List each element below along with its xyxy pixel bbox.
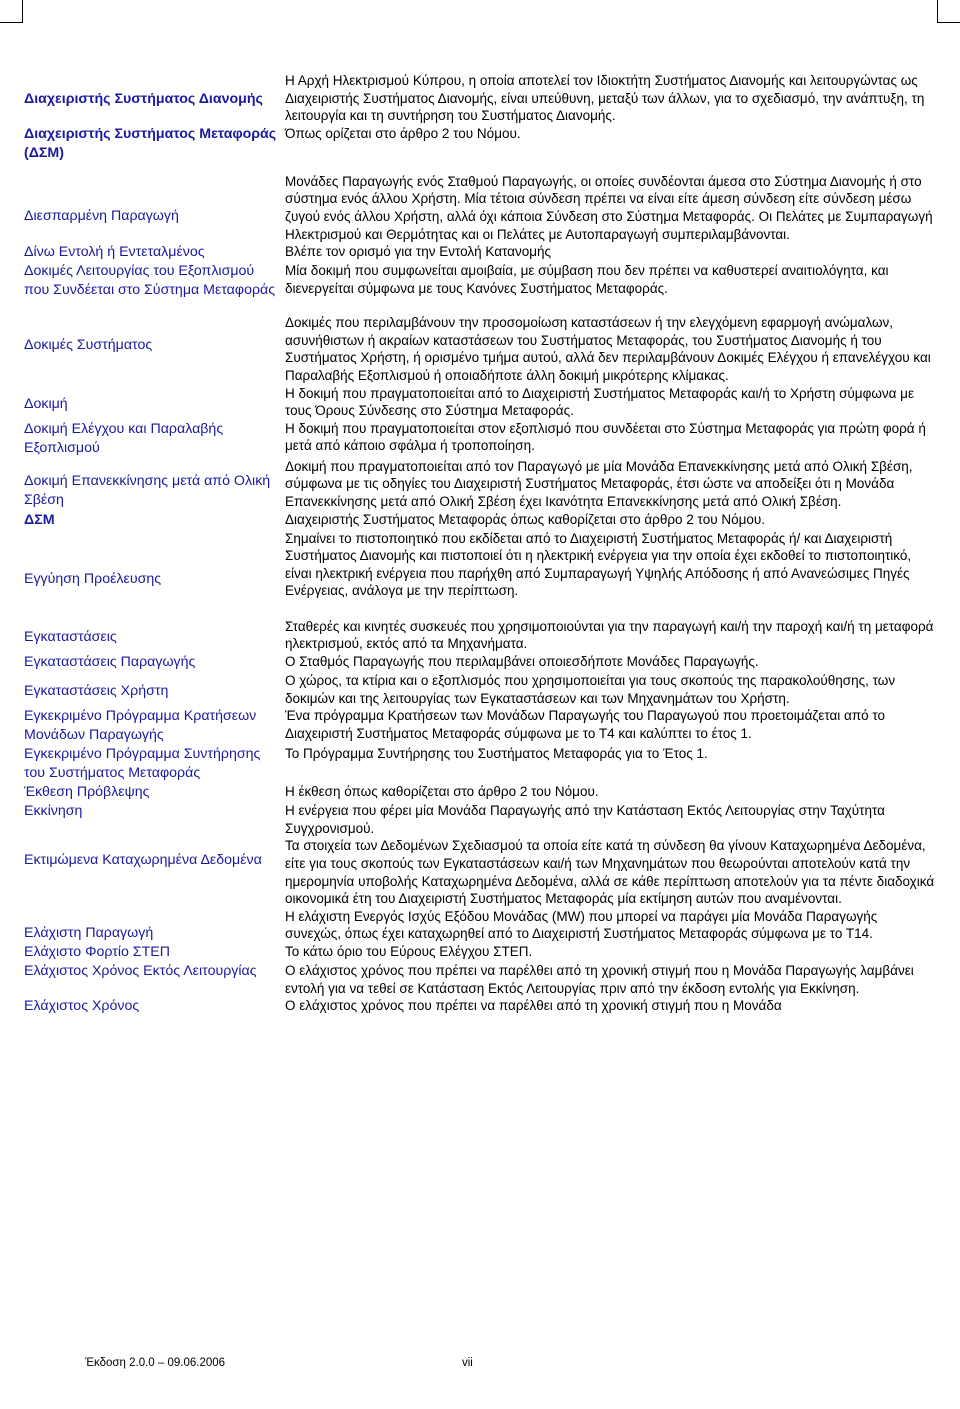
table-row [20, 653, 938, 672]
term-cell: Δοκιμές Λειτουργίας του Εξοπλισμού που Συνδέεται στο Σύστημα Μεταφοράς [24, 263, 276, 299]
table-row [20, 908, 938, 943]
term-cell: Διαχειριστής Συστήματος Διανομής [24, 91, 263, 107]
definition-cell: Ο ελάχιστος χρόνος που πρέπει να παρέλθει από τη χρονική στιγμή που η Μονάδα Παραγωγής λαμβάνει εντολή για να τεθεί σε Κατάσταση Εκτός Λειτουργίας πριν από την έκδοση εντολής για Εκκίνηση. [285, 963, 914, 996]
term-cell: Δοκιμή Ελέγχου και Παραλαβής Εξοπλισμού [24, 420, 224, 456]
term-cell: Δοκιμή Επανεκκίνησης μετά από Ολική Σβέση [24, 472, 271, 508]
definition-cell: Η ελάχιστη Ενεργός Ισχύς Εξόδου Μονάδας (MW) που μπορεί να παράγει μία Μονάδα Παραγωγής συνεχώς, όπως έχει καταχωρηθεί από το Διαχειριστή Συστήματος Μεταφοράς σύμφωνα με το Τ14. [285, 908, 878, 942]
table-row [20, 300, 938, 384]
definition-cell: Η δοκιμή που πραγματοποιείται στον εξοπλισμό που συνδέεται στο Σύστημα Μεταφοράς για πρώτη φορά ή μετά από κάποιο σφάλμα ή τροποποίηση. [285, 420, 926, 454]
definition-cell: Σταθερές και κινητές συσκευές που χρησιμοποιούνται για την παραγωγή και/ή την παροχή και/ή τη μεταφορά ηλεκτρισμού, εκτός από τα Μηχανήματα. [285, 618, 934, 652]
definition-cell: Δοκιμές που περιλαμβάνουν την προσομοίωση καταστάσεων ή την ελεγχόμενη εφαρμογή ανώμαλων, ασυνήθιστων ή ακραίων καταστάσεων του Συστήματος Μεταφοράς, του Συστήματος Διανομής ή του Συστήματος Χρήστη, ή ορισμένο τμήμα αυτού, αλλά δεν περιλαμβάνουν Δοκιμές Ελέγχου ή επανελέγχου και Παραλαβής Εξοπλισμού ή οποιαδήποτε άλλη δοκιμή μικρότερης κλίμακας. [285, 315, 931, 383]
crop-mark-top-right [937, 0, 960, 23]
term-cell: ΔΣΜ [24, 511, 55, 528]
definitions-table [20, 72, 938, 1016]
term-cell: Εγκαταστάσεις Χρήστη [24, 683, 169, 700]
definition-cell: Σημαίνει το πιστοποιητικό που εκδίδεται από το Διαχειριστή Συστήματος Μεταφοράς ή/ και Διαχειριστή Συστήματος Διανομής και πιστοποιεί ότι η ηλεκτρική ενέργεια για την οποία έχει εκδοθεί το πιστοποιητικό, είναι ηλεκτρική ενέργεια που παρήχθη από Συμπαραγωγή Υψηλής Απόδοσης ή από Ανανεώσιμες Πηγές Ενέργειας, ανάλογα με την περίπτωση. [285, 530, 912, 599]
table-row [20, 707, 938, 745]
definition-cell: Ο χώρος, τα κτίρια και ο εξοπλισμός που χρησιμοποιείται για τους σκοπούς της παρακολούθησης, των δοκιμών και της λειτουργίας των Εγκαταστάσεων και των Μηχανημάτων του Χρήστη. [285, 673, 896, 706]
term-cell: Ελάχιστο Φορτίο ΣΤΕΠ [24, 944, 170, 960]
term-cell: Ελάχιστος Χρόνος [24, 998, 140, 1015]
term-cell: Διεσπαρμένη Παραγωγή [24, 207, 179, 224]
table-row [20, 783, 938, 802]
term-cell: Δίνω Εντολή ή Εντεταλμένος [24, 244, 205, 261]
term-cell: Διαχειριστής Συστήματος Μεταφοράς (ΔΣΜ) [24, 125, 277, 161]
table-row [20, 262, 938, 300]
table-row [20, 385, 938, 420]
definition-cell: Ο Σταθμός Παραγωγής που περιλαμβάνει οποιεσδήποτε Μονάδες Παραγωγής. [285, 654, 759, 670]
definition-cell: Τα στοιχεία των Δεδομένων Σχεδιασμού τα οποία είτε κατά τη σύνδεση θα γίνουν Καταχωρημένα Δεδομένα, είτε για τους σκοπούς των Εγκαταστάσεων και/ή των Μηχανημάτων που θεωρούνται αποτελούν κατά την ημερομηνία υποβολής Καταχωρημένα Δεδομένα, αλλά σε κάθε περίπτωση αποτελούν για τα πέντε διαδοχικά οικονομικά έτη του Διαχειριστή Συστήματος Μεταφοράς μία εκτίμηση αυτών που αναμένονται. [285, 838, 935, 907]
table-row [20, 530, 938, 618]
definition-cell: Η έκθεση όπως καθορίζεται στο άρθρο 2 του Νόμου. [285, 784, 599, 800]
term-cell: Εγκαταστάσεις [24, 628, 117, 645]
term-cell: Εγκεκριμένο Πρόγραμμα Συντήρησης του Συστήματος Μεταφοράς [24, 746, 261, 782]
definition-cell: Μονάδες Παραγωγής ενός Σταθμού Παραγωγής, οι οποίες συνδέονται άμεσα στο Σύστημα Διανομής ή στο σύστημα ενός άλλου Χρήστη. Μία τέτοια σύνδεση πρέπει να είναι είτε άμεση σύνδεση είτε σύνδεση μέσω ζυγού ενός άλλου Χρήστη, αλλά όχι κάποια Σύνδεση στο Σύστημα Μεταφοράς. Οι Πελάτες με Συμπαραγωγή Ηλεκτρισμού και Θερμότητας και οι Πελάτες με Αυτοπαραγωγή συμπεριλαμβάνονται. [285, 173, 933, 242]
term-cell: Εγκαταστάσεις Παραγωγής [24, 654, 196, 671]
table-row [20, 420, 938, 458]
crop-mark-top-left [0, 0, 23, 23]
definition-cell: Μία δοκιμή που συμφωνείται αμοιβαία, με σύμβαση που δεν πρέπει να καθυστερεί αναιτιολόγητα, και διενεργείται σύμφωνα με τους Κανόνες Συστήματος Μεταφοράς. [285, 263, 889, 296]
table-row [20, 125, 938, 163]
definition-cell: Όπως ορίζεται στο άρθρο 2 του Νόμου. [285, 125, 521, 141]
definition-cell: Η Αρχή Ηλεκτρισμού Κύπρου, η οποία αποτελεί τον Ιδιοκτήτη Συστήματος Διανομής και λειτουργώντας ως Διαχειριστής Συστήματος Διανομής, είναι υπεύθυνη, μεταξύ των άλλων, για το σχεδιασμό, την ανάπτυξη, τη λειτουργία και τη συντήρηση του Συστήματος Διανομής. [285, 73, 925, 124]
definition-cell: Βλέπε τον ορισμό για την Εντολή Κατανομής [285, 244, 552, 260]
table-row [20, 163, 938, 243]
term-cell: Εκτιμώμενα Καταχωρημένα Δεδομένα [24, 852, 262, 869]
table-row [20, 72, 938, 125]
definition-cell: Η δοκιμή που πραγματοποιείται από το Διαχειριστή Συστήματος Μεταφοράς και/ή το Χρήστη σύμφωνα με τους Όρους Σύνδεσης στο Σύστημα Μεταφοράς. [285, 385, 914, 419]
definition-cell: Διαχειριστής Συστήματος Μεταφοράς όπως καθορίζεται στο άρθρο 2 του Νόμου. [285, 511, 766, 527]
term-cell: Δοκιμή [24, 395, 68, 412]
term-cell: Ελάχιστη Παραγωγή [24, 924, 154, 941]
term-cell: Εκκίνηση [24, 803, 83, 820]
table-row [20, 962, 938, 997]
table-row [20, 458, 938, 511]
table-row [20, 745, 938, 783]
definition-cell: Δοκιμή που πραγματοποιείται από τον Παραγωγό με μία Μονάδα Επανεκκίνησης μετά από Ολική Σβέση, σύμφωνα με τις οδηγίες του Διαχειριστή Συστήματος Μεταφοράς, έτσι ώστε να αποδείξει ότι η Μονάδα Επανεκκίνησης μετά από Ολική Σβέση έχει Ικανότητα Επανεκκίνησης μετά από Ολική Σβέση. [285, 458, 913, 509]
table-row [20, 243, 938, 262]
table-row [20, 618, 938, 653]
table-row [20, 511, 938, 530]
table-row [20, 837, 938, 907]
definition-cell: Ένα πρόγραμμα Κρατήσεων των Μονάδων Παραγωγής του Παραγωγού που προετοιμάζεται από το Διαχειριστή Συστήματος Μεταφοράς σύμφωνα με το Τ4 και καλύπτει το έτος 1. [285, 708, 886, 741]
term-cell: Ελάχιστος Χρόνος Εκτός Λειτουργίας [24, 963, 257, 979]
definition-cell: Το Πρόγραμμα Συντήρησης του Συστήματος Μεταφοράς για το Έτος 1. [285, 746, 708, 762]
definition-cell: Ο ελάχιστος χρόνος που πρέπει να παρέλθει από τη χρονική στιγμή που η Μονάδα [285, 998, 782, 1014]
term-cell: Έκθεση Πρόβλεψης [24, 784, 150, 801]
table-row [20, 997, 938, 1016]
definition-cell: Η ενέργεια που φέρει μία Μονάδα Παραγωγής από την Κατάσταση Εκτός Λειτουργίας στην Ταχύτητα Συγχρονισμού. [285, 803, 885, 836]
table-row [20, 802, 938, 837]
term-cell: Εγκεκριμένο Πρόγραμμα Κρατήσεων Μονάδων Παραγωγής [24, 708, 257, 744]
definition-cell: Το κάτω όριο του Εύρους Ελέγχου ΣΤΕΠ. [285, 944, 533, 959]
definitions-page [20, 72, 938, 1016]
edition-label: Έκδοση 2.0.0 – 09.06.2006 [85, 1357, 226, 1369]
table-row [20, 943, 938, 962]
page-number: vii [462, 1357, 473, 1369]
term-cell: Εγγύηση Προέλευσης [24, 570, 162, 587]
table-row [20, 672, 938, 707]
term-cell: Δοκιμές Συστήματος [24, 337, 153, 354]
